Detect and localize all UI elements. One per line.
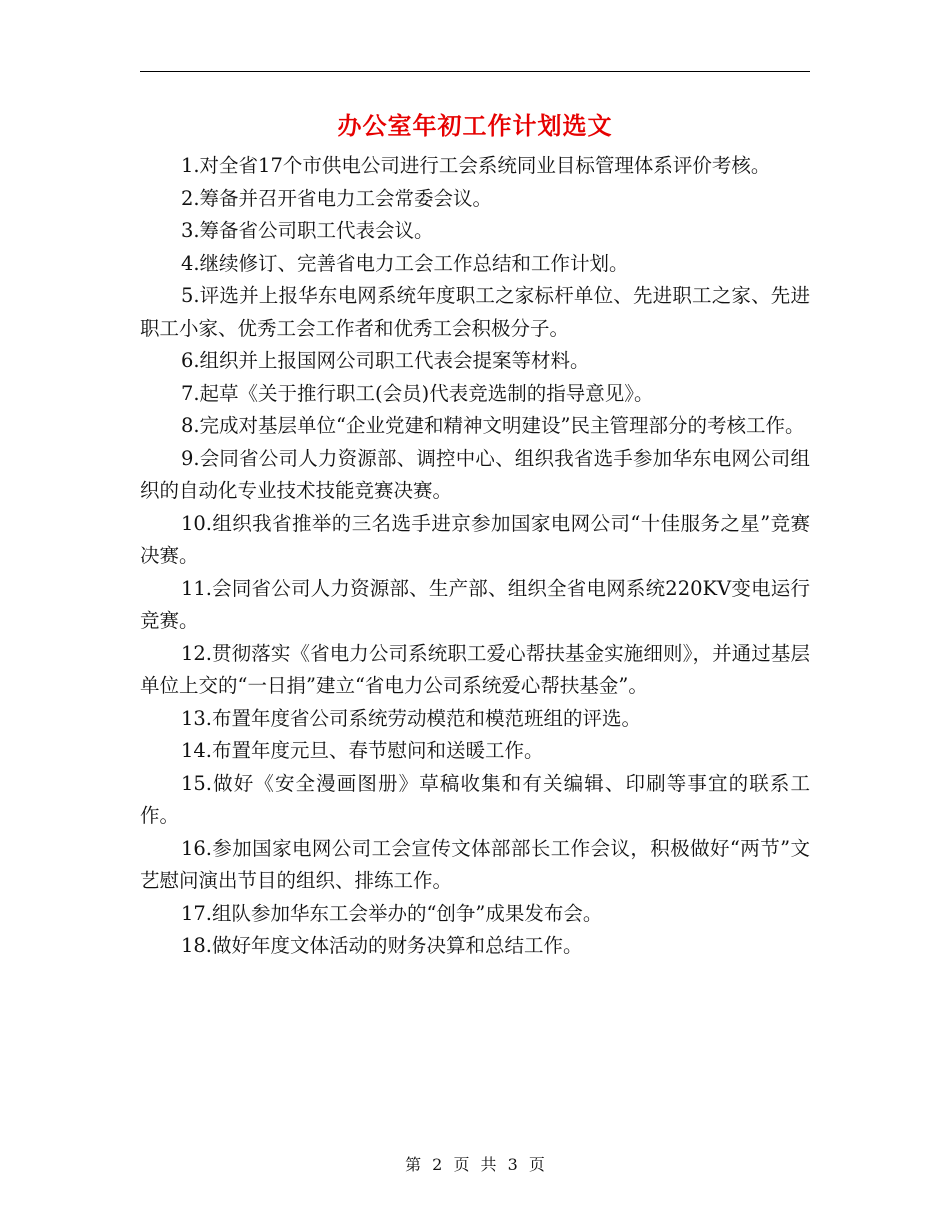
plan-item-3: 3.筹备省公司职工代表会议。 (180, 219, 434, 242)
plan-item-5: 5.评选并上报华东电网系统年度职工之家标杆单位、先进职工之家、先进职工小家、优秀工会工作者和优秀工会积极分子。 (140, 284, 810, 340)
plan-item-4: 4.继续修订、完善省电力工会工作总结和工作计划。 (180, 251, 629, 275)
plan-item-16: 16.参加国家电网公司工会宣传文体部部长工作会议，积极做好“两节”文艺慰问演出节目的组织、排练工作。 (140, 836, 810, 892)
plan-item-7: 7.起草《关于推行职工(会员)代表竞选制的指导意见》。 (180, 381, 654, 405)
plan-item-8: 8.完成对基层单位“企业党建和精神文明建设”民主管理部分的考核工作。 (180, 414, 805, 437)
plan-item-10: 10.组织我省推举的三名选手进京参加国家电网公司“十佳服务之星”竞赛决赛。 (140, 511, 810, 567)
document-title: 办公室年初工作计划选文 (337, 111, 613, 140)
document-body (140, 150, 810, 963)
page-number-footer: 第 2 页 共 3 页 (405, 1155, 545, 1174)
plan-item-14: 14.布置年度元旦、春节慰问和送暖工作。 (180, 739, 544, 762)
plan-item-17: 17.组队参加华东工会举办的“创争”成果发布会。 (180, 901, 603, 925)
plan-item-12: 12.贯彻落实《省电力公司系统职工爱心帮扶基金实施细则》，并通过基层单位上交的“一日捐”建立“省电力公司系统爱心帮扶基金”。 (140, 641, 810, 697)
header-rule (140, 71, 810, 72)
plan-item-9: 9.会同省公司人力资源部、调控中心、组织我省选手参加华东电网公司组织的自动化专业技术技能竞赛决赛。 (140, 446, 810, 502)
plan-item-6: 6.组织并上报国网公司职工代表会提案等材料。 (180, 349, 590, 372)
plan-item-18: 18.做好年度文体活动的财务决算和总结工作。 (180, 934, 583, 957)
plan-item-2: 2.筹备并召开省电力工会常委会议。 (180, 186, 493, 210)
plan-item-1: 1.对全省17个市供电公司进行工会系统同业目标管理体系评价考核。 (180, 154, 771, 177)
plan-item-15: 15.做好《安全漫画图册》草稿收集和有关编辑、印刷等事宜的联系工作。 (140, 771, 810, 827)
plan-item-11: 11.会同省公司人力资源部、生产部、组织全省电网系统220KV变电运行竞赛。 (140, 576, 810, 632)
plan-item-13: 13.布置年度省公司系统劳动模范和模范班组的评选。 (180, 706, 641, 730)
